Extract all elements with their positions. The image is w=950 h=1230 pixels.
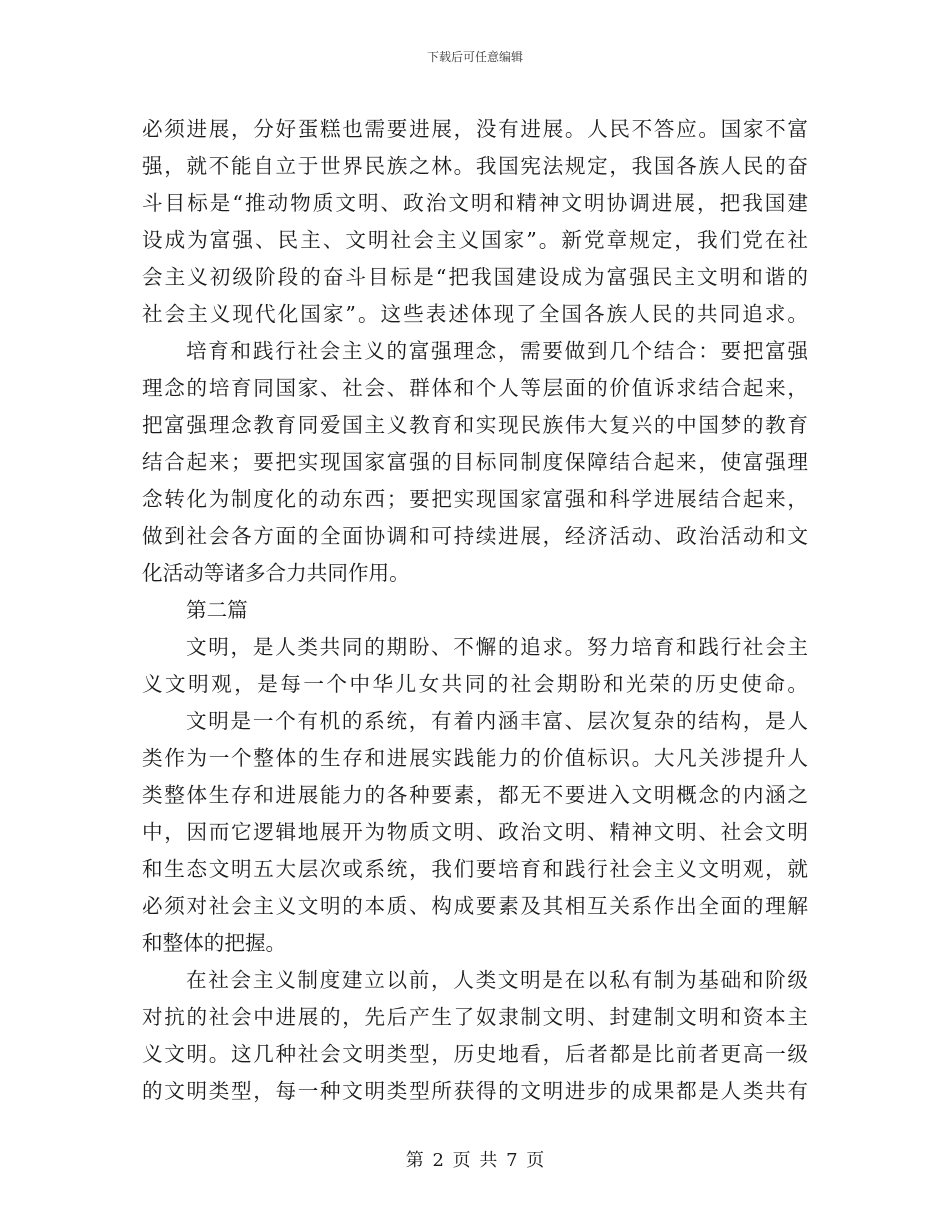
text-line: 在社会主义制度建立以前，人类文明是在以私有制为基础和阶级 — [186, 968, 808, 992]
text-line: 强，就不能自立于世界民族之林。我国宪法规定，我国各族人民的奋 — [142, 154, 808, 178]
document-body — [142, 111, 808, 1110]
text-line: 第二篇 — [186, 598, 248, 622]
text-line: 斗目标是“推动物质文明、政治文明和精神文明协调进展，把我国建 — [142, 191, 808, 215]
text-line: 类作为一个整体的生存和进展实践能力的价值标识。大凡关涉提升人 — [142, 746, 808, 770]
text-line: 义文明观，是每一个中华儿女共同的社会期盼和光荣的历史使命。 — [142, 672, 808, 696]
text-line: 文明是一个有机的系统，有着内涵丰富、层次复杂的结构，是人 — [186, 709, 808, 733]
text-line: 的文明类型，每一种文明类型所获得的文明进步的成果都是人类共有 — [142, 1079, 808, 1103]
text-line: 化活动等诸多合力共同作用。 — [142, 561, 410, 585]
text-line: 把富强理念教育同爱国主义教育和实现民族伟大复兴的中国梦的教育 — [142, 413, 808, 437]
text-line: 和整体的把握。 — [142, 931, 287, 955]
text-line: 结合起来；要把实现国家富强的目标同制度保障结合起来，使富强理 — [142, 450, 808, 474]
text-line: 培育和践行社会主义的富强理念，需要做到几个结合：要把富强 — [186, 339, 808, 363]
text-line: 社会主义现代化国家”。这些表述体现了全国各族人民的共同追求。 — [142, 302, 808, 326]
page-header: 下载后可任意编辑 — [426, 50, 523, 64]
page-footer: 第 2 页 共 7 页 — [405, 1150, 545, 1171]
text-line: 理念的培育同国家、社会、群体和个人等层面的价值诉求结合起来， — [142, 376, 808, 400]
text-line: 义文明。这几种社会文明类型，历史地看，后者都是比前者更高一级 — [142, 1042, 808, 1066]
text-line: 做到社会各方面的全面协调和可持续进展，经济活动、政治活动和文 — [142, 524, 808, 548]
text-line: 文明，是人类共同的期盼、不懈的追求。努力培育和践行社会主 — [186, 635, 808, 659]
text-line: 和生态文明五大层次或系统，我们要培育和践行社会主义文明观，就 — [142, 857, 808, 881]
text-line: 类整体生存和进展能力的各种要素，都无不要进入文明概念的内涵之 — [142, 783, 808, 807]
text-line: 会主义初级阶段的奋斗目标是“把我国建设成为富强民主文明和谐的 — [142, 265, 808, 289]
text-line: 设成为富强、民主、文明社会主义国家”。新党章规定，我们党在社 — [142, 228, 808, 252]
text-line: 必须进展，分好蛋糕也需要进展，没有进展。人民不答应。国家不富 — [142, 117, 808, 141]
text-line: 必须对社会主义文明的本质、构成要素及其相互关系作出全面的理解 — [142, 894, 808, 918]
text-line: 对抗的社会中进展的，先后产生了奴隶制文明、封建制文明和资本主 — [142, 1005, 808, 1029]
text-line: 念转化为制度化的动东西；要把实现国家富强和科学进展结合起来， — [142, 487, 808, 511]
text-line: 中，因而它逻辑地展开为物质文明、政治文明、精神文明、社会文明 — [142, 820, 808, 844]
